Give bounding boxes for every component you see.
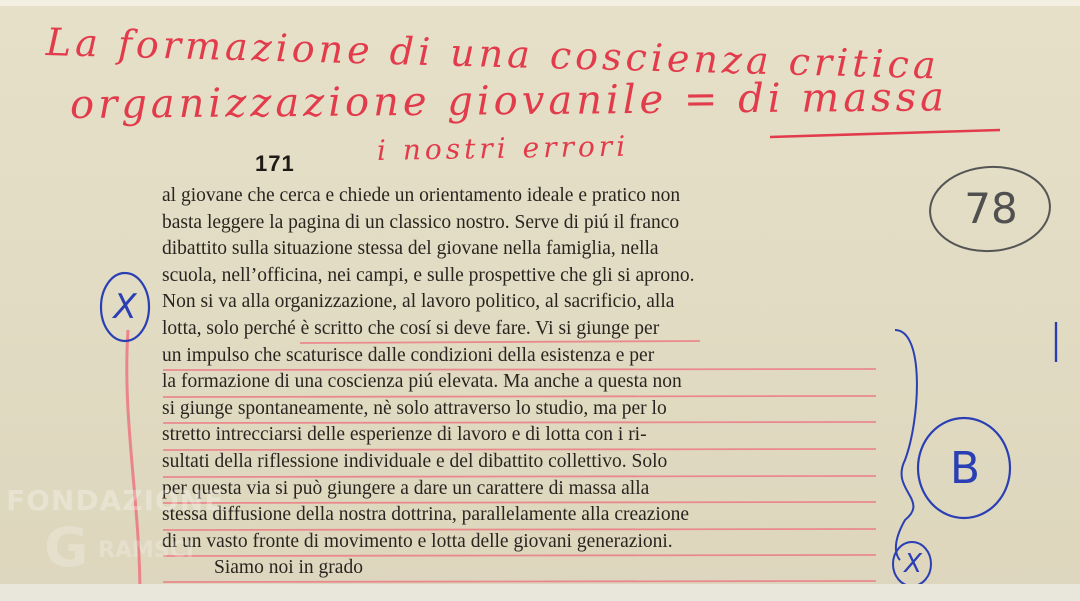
text-line: stessa diffusione della nostra dottrina, parallelamente alla creazione — [162, 504, 690, 526]
text-line: si giunge spontaneamente, nè solo attraverso lo studio, ma per lo — [162, 397, 667, 419]
watermark-letter: G — [44, 516, 89, 579]
text-line: basta leggere la pagina di un classico nostro. Serve di piú il franco — [162, 211, 680, 233]
text-line: dibattito sulla situazione stessa del giovane nella famiglia, nella — [162, 238, 659, 260]
printed-text-block — [162, 183, 878, 582]
text-line: scuola, nell’officina, nei campi, e sulle prospettive che gli si aprono. — [162, 264, 695, 286]
text-line: Non si va alla organizzazione, al lavoro politico, al sacrificio, alla — [162, 291, 675, 313]
red-underline-di-massa — [770, 130, 1000, 137]
watermark-subtext: RAMSCI — [98, 538, 195, 563]
text-line: di un vasto fronte di movimento e lotta delle giovani generazioni. — [162, 530, 673, 552]
text-line: per questa via si può giungere a dare un carattere di massa alla — [162, 477, 650, 499]
blue-b-mark: B — [949, 443, 981, 494]
blue-x-mark-bottom: X — [904, 549, 922, 579]
handwritten-note-line1: La formazione di una coscienza critica — [45, 20, 941, 88]
text-line: lotta, solo perché è scritto che cosí si deve fare. Vi si giunge per — [162, 317, 660, 339]
blue-x-mark-left: X — [113, 287, 137, 327]
scan-bottom-edge — [0, 584, 1080, 601]
text-line: sultati della riflessione individuale e del dibattito collettivo. Solo — [162, 450, 668, 472]
text-line: stretto intrecciarsi delle esperienze di lavoro e di lotta con i ri- — [162, 424, 647, 446]
pencil-number-78: 78 — [964, 184, 1018, 233]
text-line-partial: Siamo noi in grado — [214, 557, 363, 579]
text-line: la formazione di una coscienza piú elevata. Ma anche a questa non — [162, 371, 682, 393]
watermark-text: FONDAZIONE — [6, 484, 225, 517]
text-line: al giovane che cerca e chiede un orientamento ideale e pratico non — [162, 185, 681, 206]
handwritten-note-line3: i nostri errori — [376, 129, 630, 167]
blue-bracket — [895, 330, 917, 560]
page-number: 171 — [255, 151, 295, 176]
handwritten-note-line2: organizzazione giovanile = di massa — [69, 74, 949, 128]
text-line: un impulso che scaturisce dalle condizioni della esistenza e per — [162, 344, 655, 366]
